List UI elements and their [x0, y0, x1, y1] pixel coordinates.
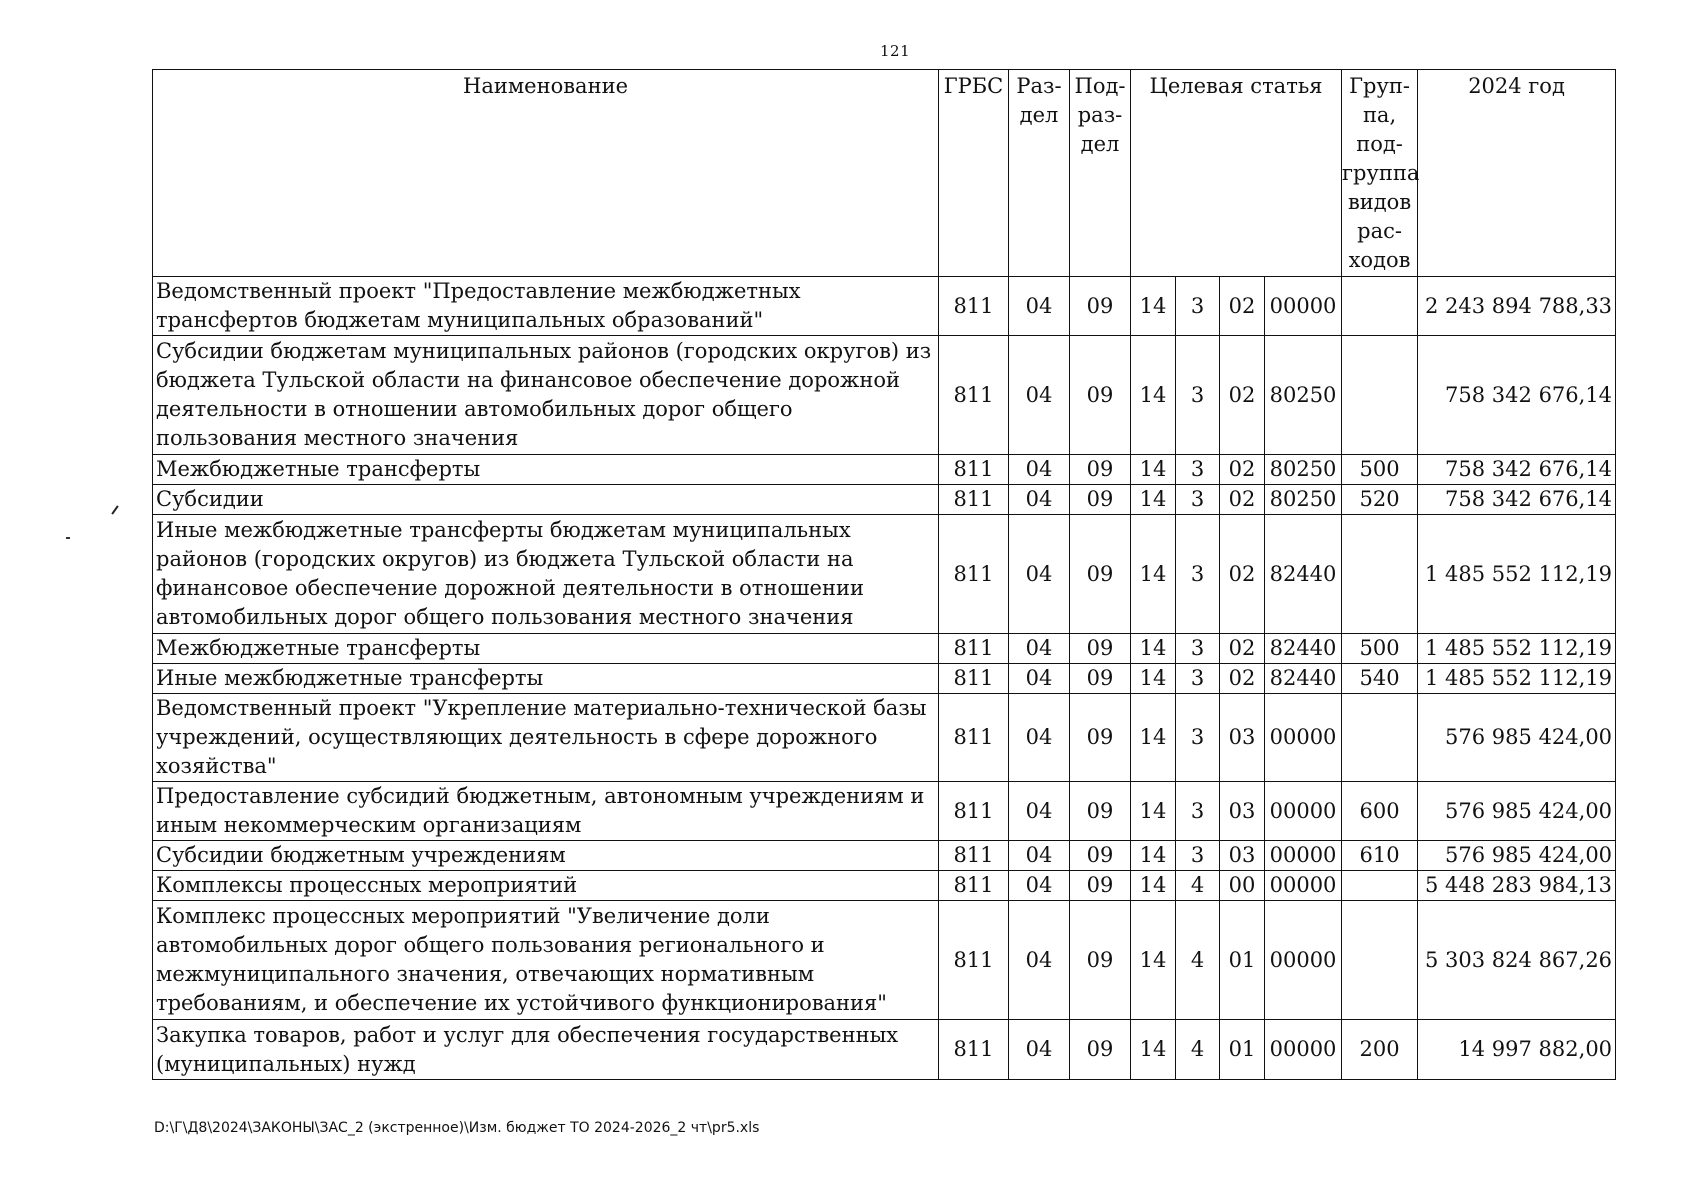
row-target-direction: 82440 — [1265, 515, 1342, 634]
row-target-direction: 80250 — [1265, 455, 1342, 485]
row-target-structure: 01 — [1220, 901, 1265, 1020]
row-grbs: 811 — [939, 871, 1009, 901]
row-amount: 1 485 552 112,19 — [1418, 515, 1616, 634]
table-row — [153, 782, 1616, 841]
row-name: Предоставление субсидий бюджетным, автономным учреждениям и иным некоммерческим организациям — [153, 782, 939, 841]
row-grbs: 811 — [939, 664, 1009, 694]
row-amount: 758 342 676,14 — [1418, 485, 1616, 515]
row-target-direction: 80250 — [1265, 336, 1342, 455]
file-path: D:\Г\Д8\2024\ЗАКОНЫ\ЗАС_2 (экстренное)\Изм. бюджет ТО 2024-2026_2 чт\pr5.xls — [154, 1120, 760, 1136]
row-target-program: 14 — [1131, 1020, 1176, 1080]
row-expense-group — [1342, 336, 1418, 455]
row-target-program: 14 — [1131, 694, 1176, 782]
row-razdel: 04 — [1009, 1020, 1070, 1080]
row-name: Межбюджетные трансферты — [153, 634, 939, 664]
row-expense-group — [1342, 871, 1418, 901]
row-podrazdel: 09 — [1070, 485, 1131, 515]
row-grbs: 811 — [939, 1020, 1009, 1080]
row-name: Ведомственный проект "Укрепление материально-технической базы учреждений, осуществляющих деятельность в сфере дорожного хозяйства" — [153, 694, 939, 782]
row-target-structure: 02 — [1220, 336, 1265, 455]
row-amount: 2 243 894 788,33 — [1418, 277, 1616, 336]
table-row — [153, 455, 1616, 485]
row-target-program: 14 — [1131, 782, 1176, 841]
row-grbs: 811 — [939, 455, 1009, 485]
row-target-program: 14 — [1131, 336, 1176, 455]
header-grbs: ГРБС — [939, 70, 1009, 277]
row-name: Иные межбюджетные трансферты бюджетам муниципальных районов (городских округов) из бюджета Тульской области на финансовое обеспечение дорожной деятельности в отношении автомобильных дорог общего пользования местного значения — [153, 515, 939, 634]
row-target-structure: 02 — [1220, 664, 1265, 694]
table-row — [153, 871, 1616, 901]
budget-table — [152, 69, 1616, 1080]
header-target: Целевая статья — [1131, 70, 1342, 277]
row-podrazdel: 09 — [1070, 694, 1131, 782]
row-expense-group: 520 — [1342, 485, 1418, 515]
row-expense-group: 610 — [1342, 841, 1418, 871]
row-target-program: 14 — [1131, 634, 1176, 664]
table-row — [153, 515, 1616, 634]
row-amount: 5 303 824 867,26 — [1418, 901, 1616, 1020]
row-target-type: 3 — [1176, 664, 1220, 694]
row-target-program: 14 — [1131, 664, 1176, 694]
table-row — [153, 694, 1616, 782]
row-grbs: 811 — [939, 277, 1009, 336]
row-target-direction: 82440 — [1265, 664, 1342, 694]
row-amount: 14 997 882,00 — [1418, 1020, 1616, 1080]
table-header-row — [153, 70, 1616, 277]
row-grbs: 811 — [939, 694, 1009, 782]
row-target-program: 14 — [1131, 455, 1176, 485]
row-amount: 5 448 283 984,13 — [1418, 871, 1616, 901]
row-grbs: 811 — [939, 336, 1009, 455]
row-podrazdel: 09 — [1070, 515, 1131, 634]
row-amount: 576 985 424,00 — [1418, 782, 1616, 841]
row-razdel: 04 — [1009, 277, 1070, 336]
row-target-type: 4 — [1176, 1020, 1220, 1080]
row-razdel: 04 — [1009, 455, 1070, 485]
row-podrazdel: 09 — [1070, 871, 1131, 901]
row-target-type: 3 — [1176, 277, 1220, 336]
row-grbs: 811 — [939, 841, 1009, 871]
header-razdel: Раз- дел — [1009, 70, 1070, 277]
header-name: Наименование — [153, 70, 939, 277]
row-razdel: 04 — [1009, 634, 1070, 664]
row-expense-group — [1342, 901, 1418, 1020]
row-target-type: 3 — [1176, 455, 1220, 485]
row-expense-group — [1342, 515, 1418, 634]
row-podrazdel: 09 — [1070, 1020, 1131, 1080]
row-razdel: 04 — [1009, 515, 1070, 634]
row-expense-group: 500 — [1342, 634, 1418, 664]
table-row — [153, 336, 1616, 455]
row-razdel: 04 — [1009, 841, 1070, 871]
row-podrazdel: 09 — [1070, 277, 1131, 336]
row-expense-group: 540 — [1342, 664, 1418, 694]
row-name: Комплексы процессных мероприятий — [153, 871, 939, 901]
row-name: Комплекс процессных мероприятий "Увеличение доли автомобильных дорог общего пользования регионального и межмуниципального значения, отвечающих нормативным требованиям, и обеспечение их устойчивого функционирования" — [153, 901, 939, 1020]
table-body — [153, 277, 1616, 1080]
table-row — [153, 664, 1616, 694]
table-row — [153, 634, 1616, 664]
row-target-structure: 03 — [1220, 782, 1265, 841]
table-row — [153, 841, 1616, 871]
row-grbs: 811 — [939, 485, 1009, 515]
row-razdel: 04 — [1009, 901, 1070, 1020]
row-razdel: 04 — [1009, 871, 1070, 901]
row-name: Субсидии бюджетным учреждениям — [153, 841, 939, 871]
row-target-program: 14 — [1131, 485, 1176, 515]
row-target-direction: 00000 — [1265, 841, 1342, 871]
page-number: 121 — [880, 42, 911, 60]
row-target-direction: 00000 — [1265, 694, 1342, 782]
row-target-structure: 02 — [1220, 634, 1265, 664]
row-target-type: 3 — [1176, 336, 1220, 455]
row-podrazdel: 09 — [1070, 901, 1131, 1020]
row-target-type: 3 — [1176, 515, 1220, 634]
row-target-direction: 82440 — [1265, 634, 1342, 664]
row-razdel: 04 — [1009, 336, 1070, 455]
row-amount: 758 342 676,14 — [1418, 455, 1616, 485]
row-target-structure: 03 — [1220, 694, 1265, 782]
row-amount: 758 342 676,14 — [1418, 336, 1616, 455]
row-amount: 1 485 552 112,19 — [1418, 664, 1616, 694]
row-name: Межбюджетные трансферты — [153, 455, 939, 485]
row-target-type: 3 — [1176, 694, 1220, 782]
row-podrazdel: 09 — [1070, 664, 1131, 694]
row-razdel: 04 — [1009, 485, 1070, 515]
table-row — [153, 1020, 1616, 1080]
row-target-program: 14 — [1131, 901, 1176, 1020]
row-podrazdel: 09 — [1070, 634, 1131, 664]
row-grbs: 811 — [939, 515, 1009, 634]
row-expense-group — [1342, 694, 1418, 782]
row-podrazdel: 09 — [1070, 336, 1131, 455]
row-amount: 576 985 424,00 — [1418, 694, 1616, 782]
row-target-type: 3 — [1176, 782, 1220, 841]
row-target-type: 3 — [1176, 841, 1220, 871]
row-expense-group: 200 — [1342, 1020, 1418, 1080]
row-target-type: 3 — [1176, 634, 1220, 664]
table-row — [153, 901, 1616, 1020]
row-target-program: 14 — [1131, 515, 1176, 634]
row-target-structure: 00 — [1220, 871, 1265, 901]
row-razdel: 04 — [1009, 664, 1070, 694]
row-target-structure: 01 — [1220, 1020, 1265, 1080]
row-target-direction: 80250 — [1265, 485, 1342, 515]
scan-mark — [111, 505, 118, 514]
row-name: Закупка товаров, работ и услуг для обеспечения государственных (муниципальных) нужд — [153, 1020, 939, 1080]
row-grbs: 811 — [939, 782, 1009, 841]
row-target-direction: 00000 — [1265, 871, 1342, 901]
row-expense-group: 500 — [1342, 455, 1418, 485]
row-amount: 1 485 552 112,19 — [1418, 634, 1616, 664]
header-group: Груп- па, под- группа видов рас- ходов — [1342, 70, 1418, 277]
row-name: Субсидии — [153, 485, 939, 515]
scan-mark — [66, 537, 70, 539]
header-podrazdel: Под- раз- дел — [1070, 70, 1131, 277]
row-target-direction: 00000 — [1265, 782, 1342, 841]
row-name: Иные межбюджетные трансферты — [153, 664, 939, 694]
row-grbs: 811 — [939, 634, 1009, 664]
row-podrazdel: 09 — [1070, 782, 1131, 841]
header-year: 2024 год — [1418, 70, 1616, 277]
row-amount: 576 985 424,00 — [1418, 841, 1616, 871]
row-expense-group — [1342, 277, 1418, 336]
table-row — [153, 277, 1616, 336]
row-name: Ведомственный проект "Предоставление межбюджетных трансфертов бюджетам муниципальных образований" — [153, 277, 939, 336]
row-razdel: 04 — [1009, 782, 1070, 841]
row-target-program: 14 — [1131, 841, 1176, 871]
row-name: Субсидии бюджетам муниципальных районов (городских округов) из бюджета Тульской области на финансовое обеспечение дорожной деятельности в отношении автомобильных дорог общего пользования местного значения — [153, 336, 939, 455]
row-target-structure: 03 — [1220, 841, 1265, 871]
row-target-direction: 00000 — [1265, 1020, 1342, 1080]
row-target-direction: 00000 — [1265, 277, 1342, 336]
row-grbs: 811 — [939, 901, 1009, 1020]
row-target-structure: 02 — [1220, 515, 1265, 634]
row-target-structure: 02 — [1220, 485, 1265, 515]
row-target-program: 14 — [1131, 277, 1176, 336]
row-target-program: 14 — [1131, 871, 1176, 901]
row-expense-group: 600 — [1342, 782, 1418, 841]
row-target-structure: 02 — [1220, 455, 1265, 485]
row-target-direction: 00000 — [1265, 901, 1342, 1020]
row-target-type: 4 — [1176, 871, 1220, 901]
row-razdel: 04 — [1009, 694, 1070, 782]
row-target-type: 4 — [1176, 901, 1220, 1020]
row-target-structure: 02 — [1220, 277, 1265, 336]
table-row — [153, 485, 1616, 515]
row-target-type: 3 — [1176, 485, 1220, 515]
row-podrazdel: 09 — [1070, 455, 1131, 485]
row-podrazdel: 09 — [1070, 841, 1131, 871]
